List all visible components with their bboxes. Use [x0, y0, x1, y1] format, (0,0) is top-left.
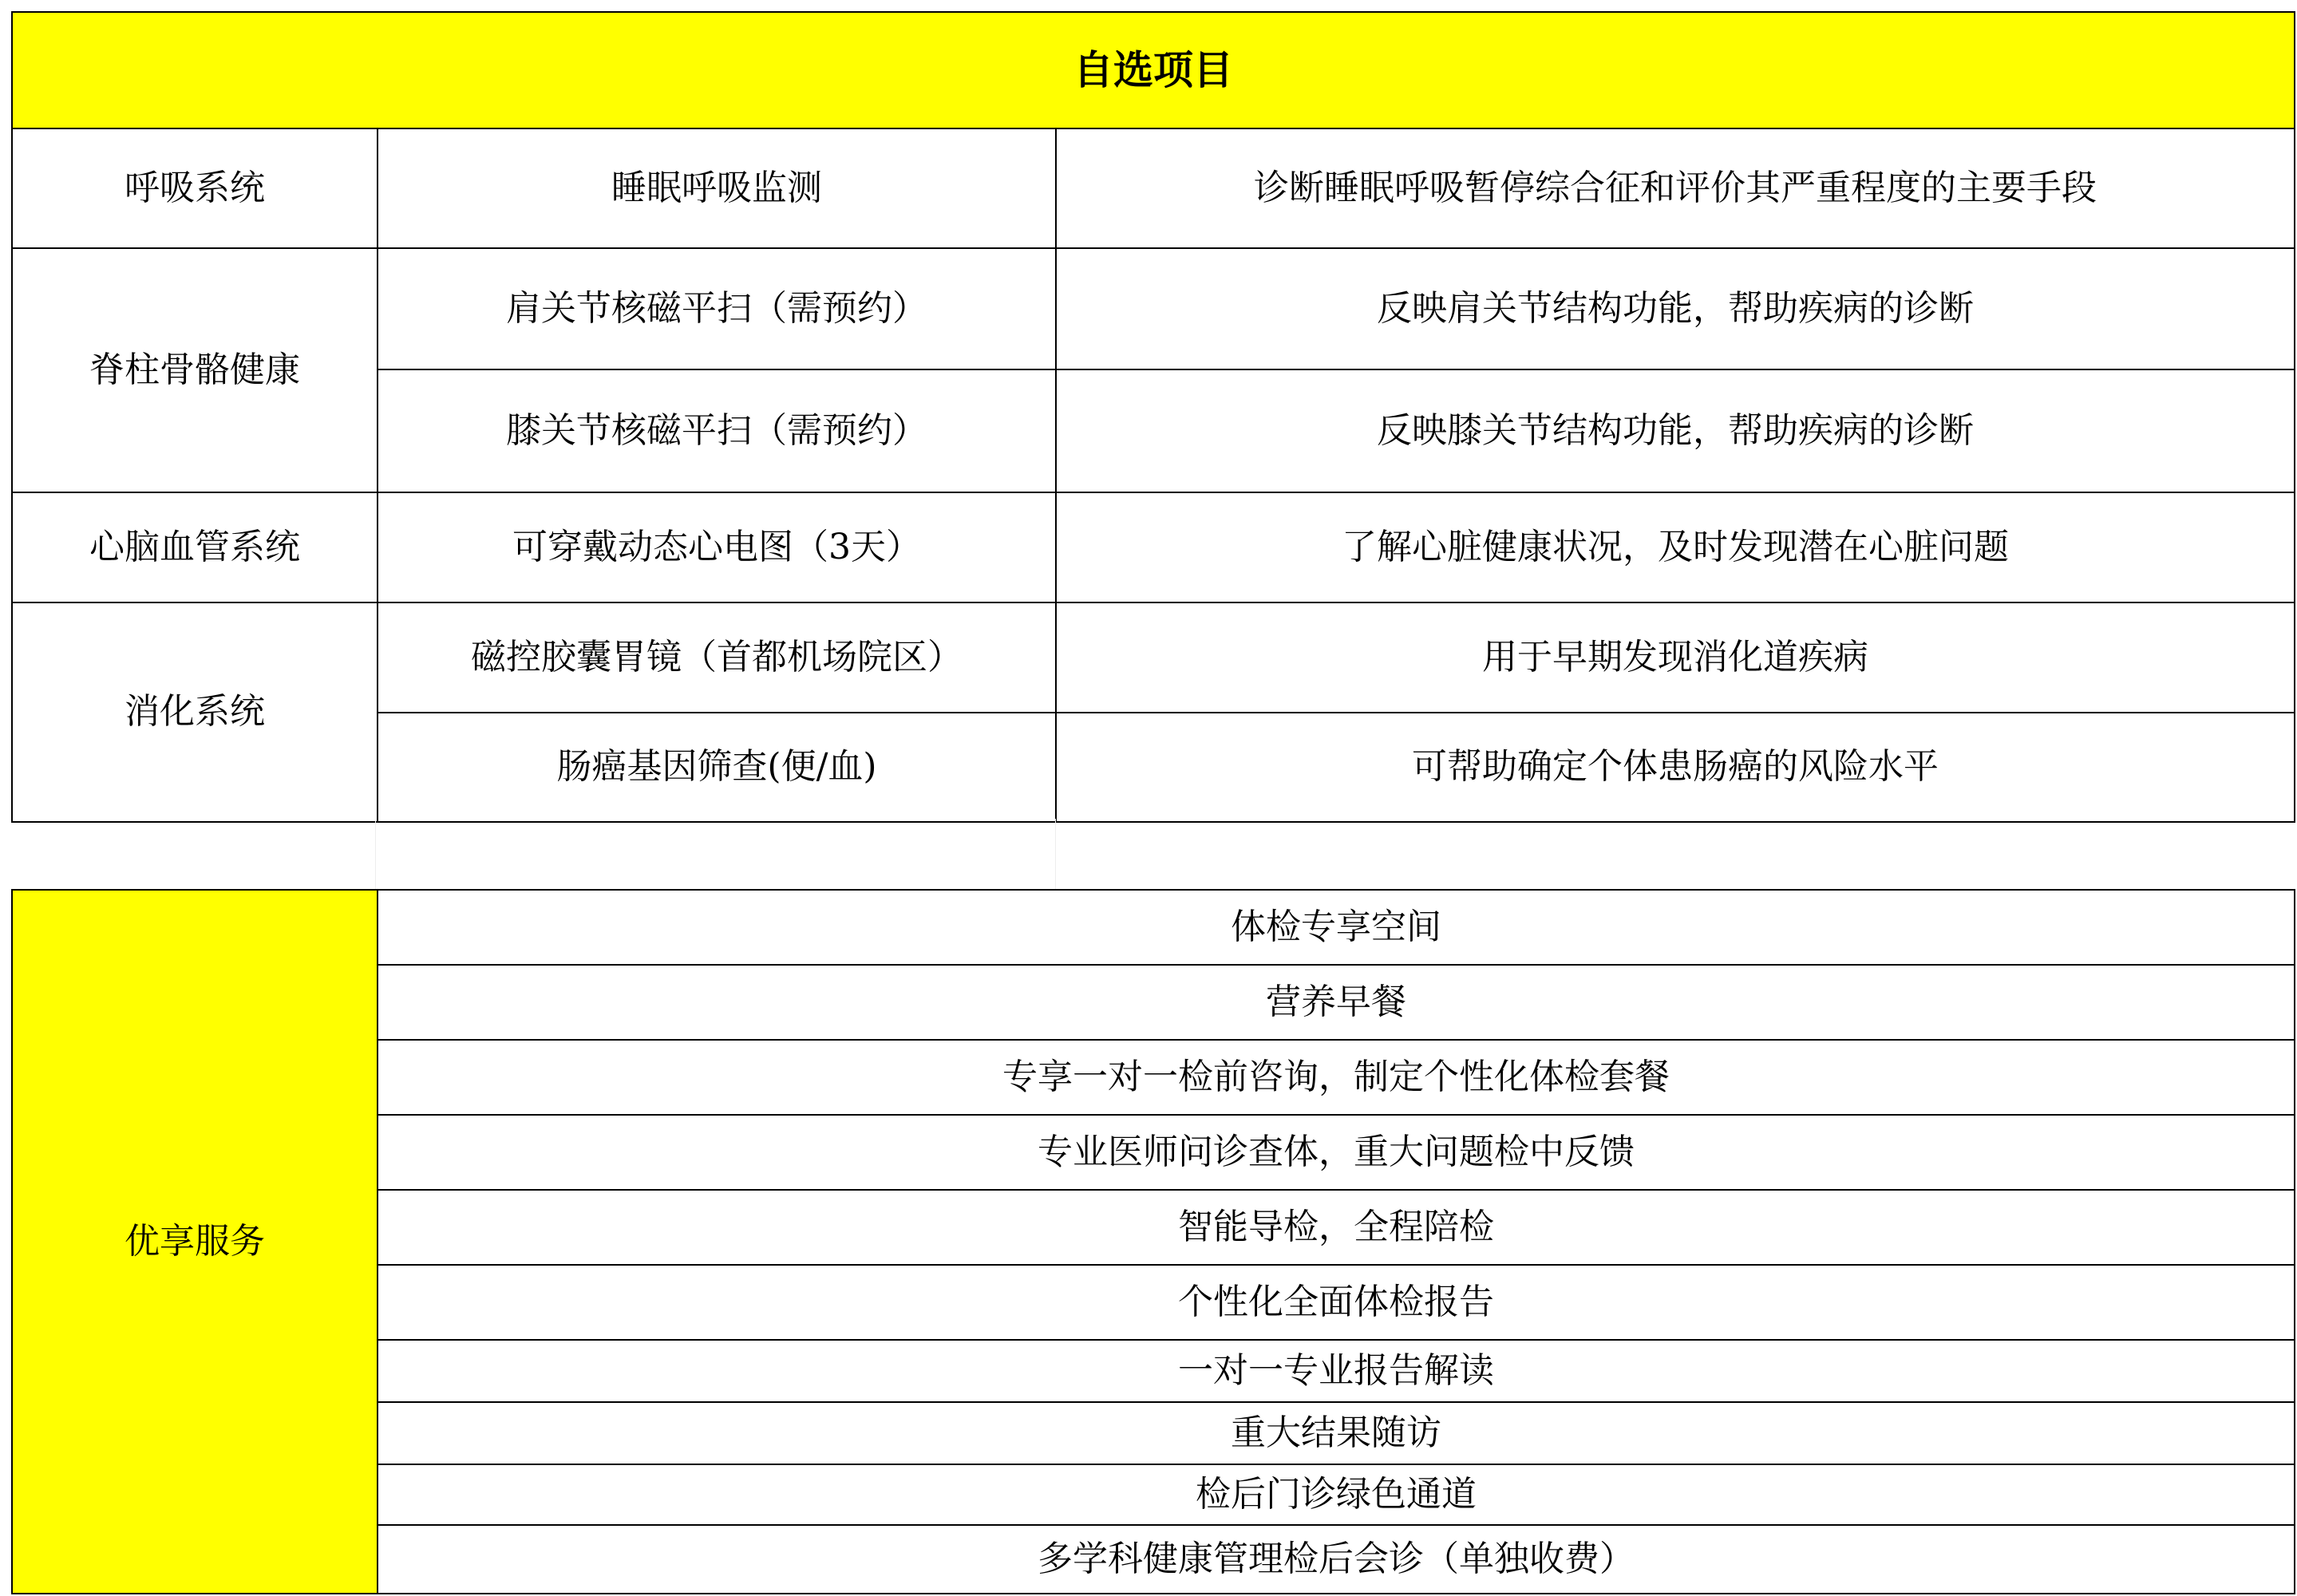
- description-cell: 了解心脏健康状况，及时发现潜在心脏问题: [1056, 492, 2295, 602]
- category-cell: 消化系统: [12, 602, 378, 822]
- table-row: [12, 248, 2295, 369]
- table-row: [12, 602, 2295, 713]
- item-cell: 肩关节核磁平扫（需预约）: [378, 248, 1056, 369]
- item-cell: 可穿戴动态心电图（3天）: [378, 492, 1056, 602]
- description-cell: 反映肩关节结构功能，帮助疾病的诊断: [1056, 248, 2295, 369]
- service-item: 个性化全面体检报告: [378, 1265, 2295, 1340]
- description-cell: 诊断睡眠呼吸暂停综合征和评价其严重程度的主要手段: [1056, 128, 2295, 248]
- service-item: 检后门诊绿色通道: [378, 1464, 2295, 1525]
- service-item: 体检专享空间: [378, 890, 2295, 965]
- category-cell: 呼吸系统: [12, 128, 378, 248]
- premium-services-table: [11, 889, 2295, 1594]
- table-row: [12, 890, 2295, 965]
- section-title: 自选项目: [12, 12, 2295, 128]
- description-cell: 用于早期发现消化道疾病: [1056, 602, 2295, 713]
- table-row: [12, 128, 2295, 248]
- service-item: 专享一对一检前咨询，制定个性化体检套餐: [378, 1040, 2295, 1115]
- service-label: 优享服务: [12, 890, 378, 1594]
- service-item: 智能导检，全程陪检: [378, 1190, 2295, 1265]
- optional-items-table: [11, 11, 2295, 823]
- description-cell: 反映膝关节结构功能，帮助疾病的诊断: [1056, 369, 2295, 492]
- service-item: 专业医师问诊查体，重大问题检中反馈: [378, 1115, 2295, 1190]
- description-cell: 可帮助确定个体患肠癌的风险水平: [1056, 713, 2295, 822]
- service-item: 多学科健康管理检后会诊（单独收费）: [378, 1525, 2295, 1594]
- item-cell: 膝关节核磁平扫（需预约）: [378, 369, 1056, 492]
- item-cell: 睡眠呼吸监测: [378, 128, 1056, 248]
- service-item: 一对一专业报告解读: [378, 1340, 2295, 1402]
- faint-divider: [1055, 819, 1056, 889]
- spacer-gap: [11, 819, 2294, 889]
- table-row: [12, 492, 2295, 602]
- category-cell: 心脑血管系统: [12, 492, 378, 602]
- item-cell: 磁控胶囊胃镜（首都机场院区）: [378, 602, 1056, 713]
- item-cell: 肠癌基因筛查(便/血): [378, 713, 1056, 822]
- service-item: 营养早餐: [378, 965, 2295, 1040]
- faint-divider: [375, 819, 376, 889]
- category-cell: 脊柱骨骼健康: [12, 248, 378, 492]
- title-row: [12, 12, 2295, 128]
- service-item: 重大结果随访: [378, 1402, 2295, 1464]
